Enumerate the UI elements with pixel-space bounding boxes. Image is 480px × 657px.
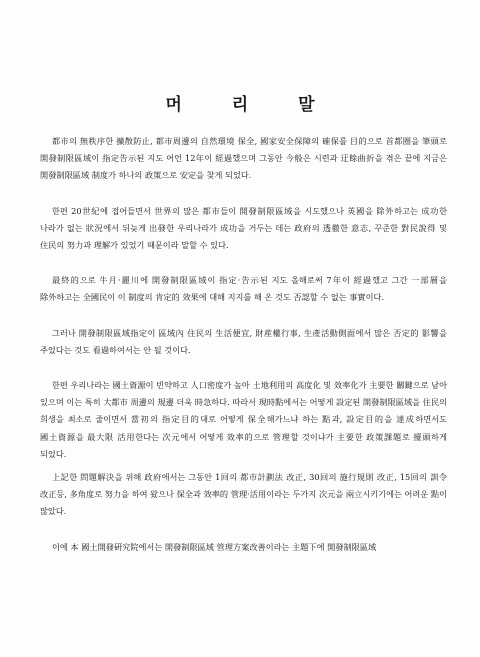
paragraph-5: 한편 우리나라는 國土資源이 빈약하고 人口密度가 높아 土地利用의 高度化 및 效率化가 主要한 關鍵으로 남아 있으며 이는 특히 大都市 周邊의 規邊 더욱 時急하다. 따라서 現時點에서는 어떻게 設定된 開發制限區域을 住民의 희생을 최소로 줄이면서 當初의 指定目的대로 어떻게 保全해가느냐 하는 點과, 設定目的을 達成하면서도 國土資源을 最大限 活用한다는 次元에서 어떻게 效率的으로 管理할 것이냐가 主要한 政策課題로 擡頭하게 되었다.: [40, 380, 447, 459]
paragraph-4: 그러나 開發制限區域指定이 區域內 住民의 生活便宜, 財産權行事, 生產活動側面에서 많은 否定的 影響을 주었다는 것도 看過하여서는 안 될 것이다.: [40, 327, 447, 355]
page-title: 머 리 말: [165, 95, 337, 115]
paragraph-6: 上記한 問題解決을 위해 政府에서는 그동안 1回의 都市計劃法 改正, 30回의 施行規則 改正, 15回의 訓令 改正등, 多角度로 努力을 하여 왔으나 保全과 效率的 管理·活用이라는 두가지 次元을 兩立시키기에는 어려운 點이 많았다.: [40, 472, 447, 517]
paragraph-3: 最終的으로 牛月·麗川에 開發制限區域이 指定·告示된 지도 올해로써 7年이 經過했고 그간 一部層을 除外하고는 全國民이 이 制度의 肯定的 效果에 대해 지지를 해 온 것도 否認할 수 없는 事實이다.: [40, 275, 447, 303]
paragraph-7: 이에 本 國土開發硏究院에서는 開發制限區域 管理方案改善이라는 主題下에 開發制限區域: [52, 541, 377, 552]
document-body: [40, 133, 447, 574]
paragraph-1: 都市의 無秩序한 擴散防止, 都市周邊의 自然環境 保全, 國家安全保障의 確保를 目的으로 首都圈을 筆頭로 開發制限區域이 指定告示된 지도 어언 12年이 經過했으며 그동안 今般은 시련과 迂餘曲折을 겪은 끝에 지금은 開發制限區域 制度가 하나의 政策으로 安定을 찾게 되었다.: [40, 136, 447, 181]
paragraph-2: 한편 20世紀에 접어들면서 世界의 많은 都市들이 開發制限區域을 시도했으나 英國을 除外하고는 成功한 나라가 없는 狀況에서 뒤늦게 出發한 우리나라가 成功을 거두는 데는 政府의 透徹한 意志, 꾸준한 對民說得 및 住民의 努力과 理解가 있었기 때문이라 말할 수 있다.: [40, 205, 447, 251]
